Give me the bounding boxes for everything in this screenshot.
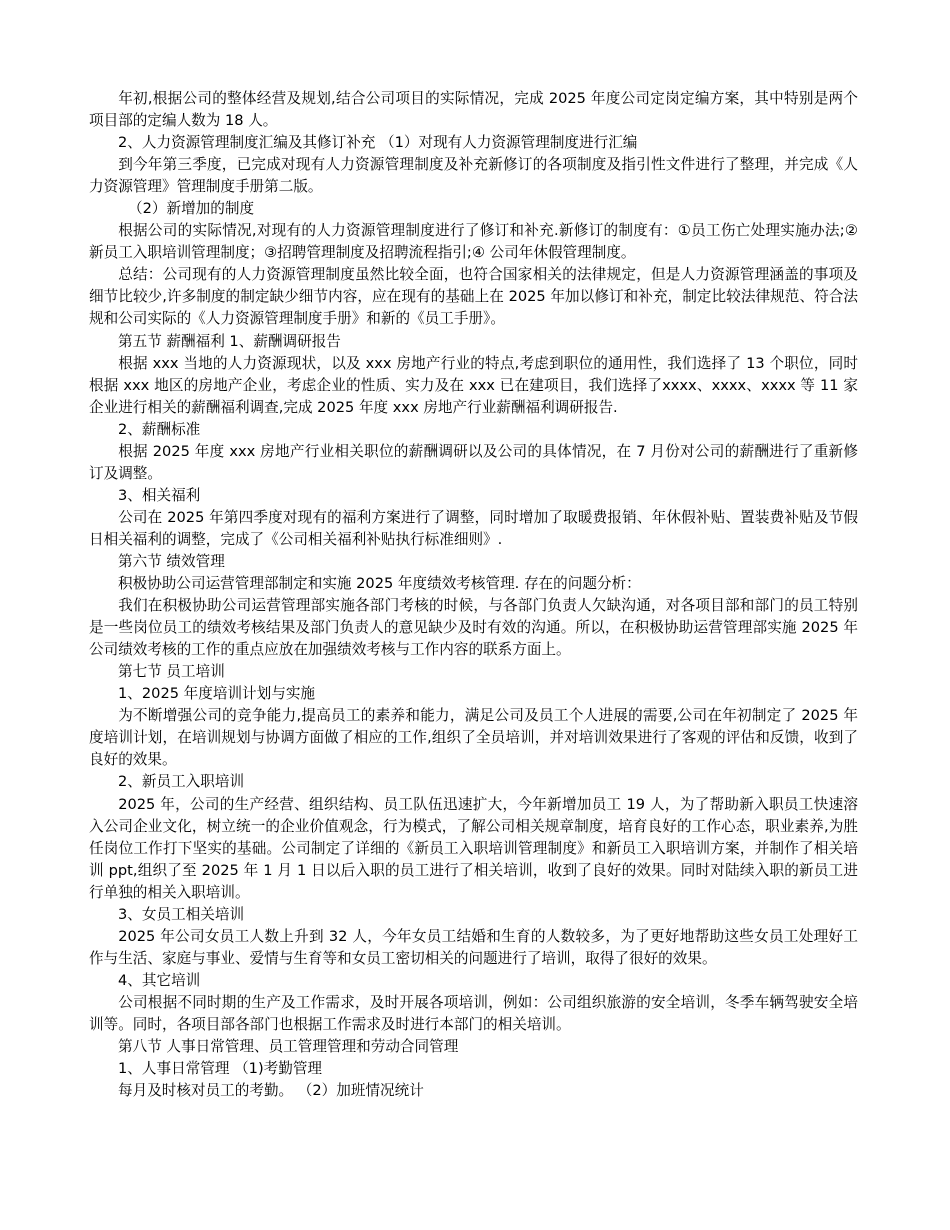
heading-section-5-compensation: 第五节 薪酬福利 1、薪酬调研报告: [118, 332, 341, 350]
heading-related-benefits: 3、相关福利: [118, 486, 201, 504]
heading-training-plan: 1、2025 年度培训计划与实施: [118, 685, 316, 703]
heading-other-training: 4、其它培训: [118, 971, 201, 989]
heading-section-7-training: 第七节 员工培训: [118, 663, 225, 681]
paragraph-hr-system-compilation: 到今年第三季度，已完成对现有人力资源管理制度及补充新修订的各项制度及指引性文件进行了整理，并完成《人力资源管理》管理制度手册第二版。: [89, 156, 858, 196]
heading-new-employee-training: 2、新员工入职培训: [118, 773, 245, 791]
heading-salary-standard: 2、薪酬标准: [118, 420, 201, 438]
heading-female-employee-training: 3、女员工相关培训: [118, 905, 245, 923]
paragraph-performance-analysis: 我们在积极协助公司运营管理部实施各部门考核的时候，与各部门负责人欠缺沟通，对各项目部和部门的员工特别是一些岗位员工的绩效考核结果及部门负责人的意见缺少及时有效的沟通。所以，在积极协助运营管理部实施 2025 年公司绩效考核的工作的重点应放在加强绩效考核与工作内容的联系方面上。: [89, 597, 858, 659]
paragraph-salary-survey: 根据 xxx 当地的人力资源现状，以及 xxx 房地产行业的特点,考虑到职位的通用性，我们选择了 13 个职位，同时根据 xxx 地区的房地产企业，考虑企业的性质、实力及在 xxx 已在建项目，我们选择了xxxx、xxxx、xxxx 等 11 家企业进行相关的薪酬福利调查,完成 2025 年度 xxx 房地产行业薪酬福利调研报告.: [89, 354, 858, 416]
paragraph-headcount-plan: 年初,根据公司的整体经营及规划,结合公司项目的实际情况，完成 2025 年度公司定岗定编方案，其中特别是两个项目部的定编人数为 18 人。: [89, 90, 858, 130]
paragraph-other-training: 公司根据不同时期的生产及工作需求，及时开展各项培训，例如：公司组织旅游的安全培训，冬季车辆驾驶安全培训等。同时，各项目部各部门也根据工作需求及时进行本部门的相关培训。: [89, 993, 858, 1033]
paragraph-new-employee-training: 2025 年，公司的生产经营、组织结构、员工队伍迅速扩大，今年新增加员工 19 人，为了帮助新入职员工快速溶入公司企业文化，树立统一的企业价值观念，行为模式，了解公司相关规章制度，培育良好的工作心态，职业素养,为胜任岗位工作打下坚实的基础。公司制定了详细的《新员工入职培训管理制度》和新员工入职培训方案，并制作了相关培训 ppt,组织了至 2025 年 1 月 1 日以后入职的员工进行了相关培训，收到了良好的效果。同时对陆续入职的新员工进行单独的相关入职培训。: [89, 795, 858, 901]
document-body: [89, 88, 858, 1102]
paragraph-female-employee-training: 2025 年公司女员工人数上升到 32 人，今年女员工结婚和生育的人数较多，为了更好地帮助这些女员工处理好工作与生活、家庭与事业、爱情与生育等和女员工密切相关的问题进行了培训，取得了很好的效果。: [89, 927, 858, 967]
paragraph-performance-intro: 积极协助公司运营管理部制定和实施 2025 年度绩效考核管理. 存在的问题分析：: [118, 575, 641, 593]
paragraph-related-benefits: 公司在 2025 年第四季度对现有的福利方案进行了调整，同时增加了取暖费报销、年休假补贴、置装费补贴及节假日相关福利的调整，完成了《公司相关福利补贴执行标准细则》.: [89, 508, 858, 548]
heading-daily-management: 1、人事日常管理 （1)考勤管理: [118, 1060, 323, 1078]
paragraph-summary: 总结：公司现有的人力资源管理制度虽然比较全面，也符合国家相关的法律规定，但是人力资源管理涵盖的事项及细节比较少,许多制度的制定缺少细节内容，应在现有的基础上在 2025 年加以修订和补充，制定比较法律规范、符合法规和公司实际的《人力资源管理制度手册》和新的《员工手册》。: [89, 266, 858, 328]
paragraph-salary-standard: 根据 2025 年度 xxx 房地产行业相关职位的薪酬调研以及公司的具体情况，在 7 月份对公司的薪酬进行了重新修订及调整。: [89, 442, 858, 482]
heading-section-6-performance: 第六节 绩效管理: [118, 552, 225, 570]
paragraph-training-plan: 为不断增强公司的竞争能力,提高员工的素养和能力，满足公司及员工个人进展的需要,公司在年初制定了 2025 年度培训计划，在培训规划与协调方面做了相应的工作,组织了全员培训，并对培训效果进行了客观的评估和反馈，收到了良好的效果。: [89, 707, 858, 769]
paragraph-new-systems: 根据公司的实际情况,对现有的人力资源管理制度进行了修订和补充.新修订的制度有：①员工伤亡处理实施办法;② 新员工入职培训管理制度；③招聘管理制度及招聘流程指引;④ 公司年休假管理制度。: [89, 222, 858, 262]
heading-hr-system-compilation: 2、人力资源管理制度汇编及其修订补充 （1）对现有人力资源管理制度进行汇编: [118, 134, 638, 152]
heading-section-8-personnel: 第八节 人事日常管理、员工管理管理和劳动合同管理: [118, 1038, 459, 1056]
heading-new-systems: （2）新增加的制度: [128, 200, 255, 218]
paragraph-attendance-check: 每月及时核对员工的考勤。 （2）加班情况统计: [118, 1082, 424, 1100]
